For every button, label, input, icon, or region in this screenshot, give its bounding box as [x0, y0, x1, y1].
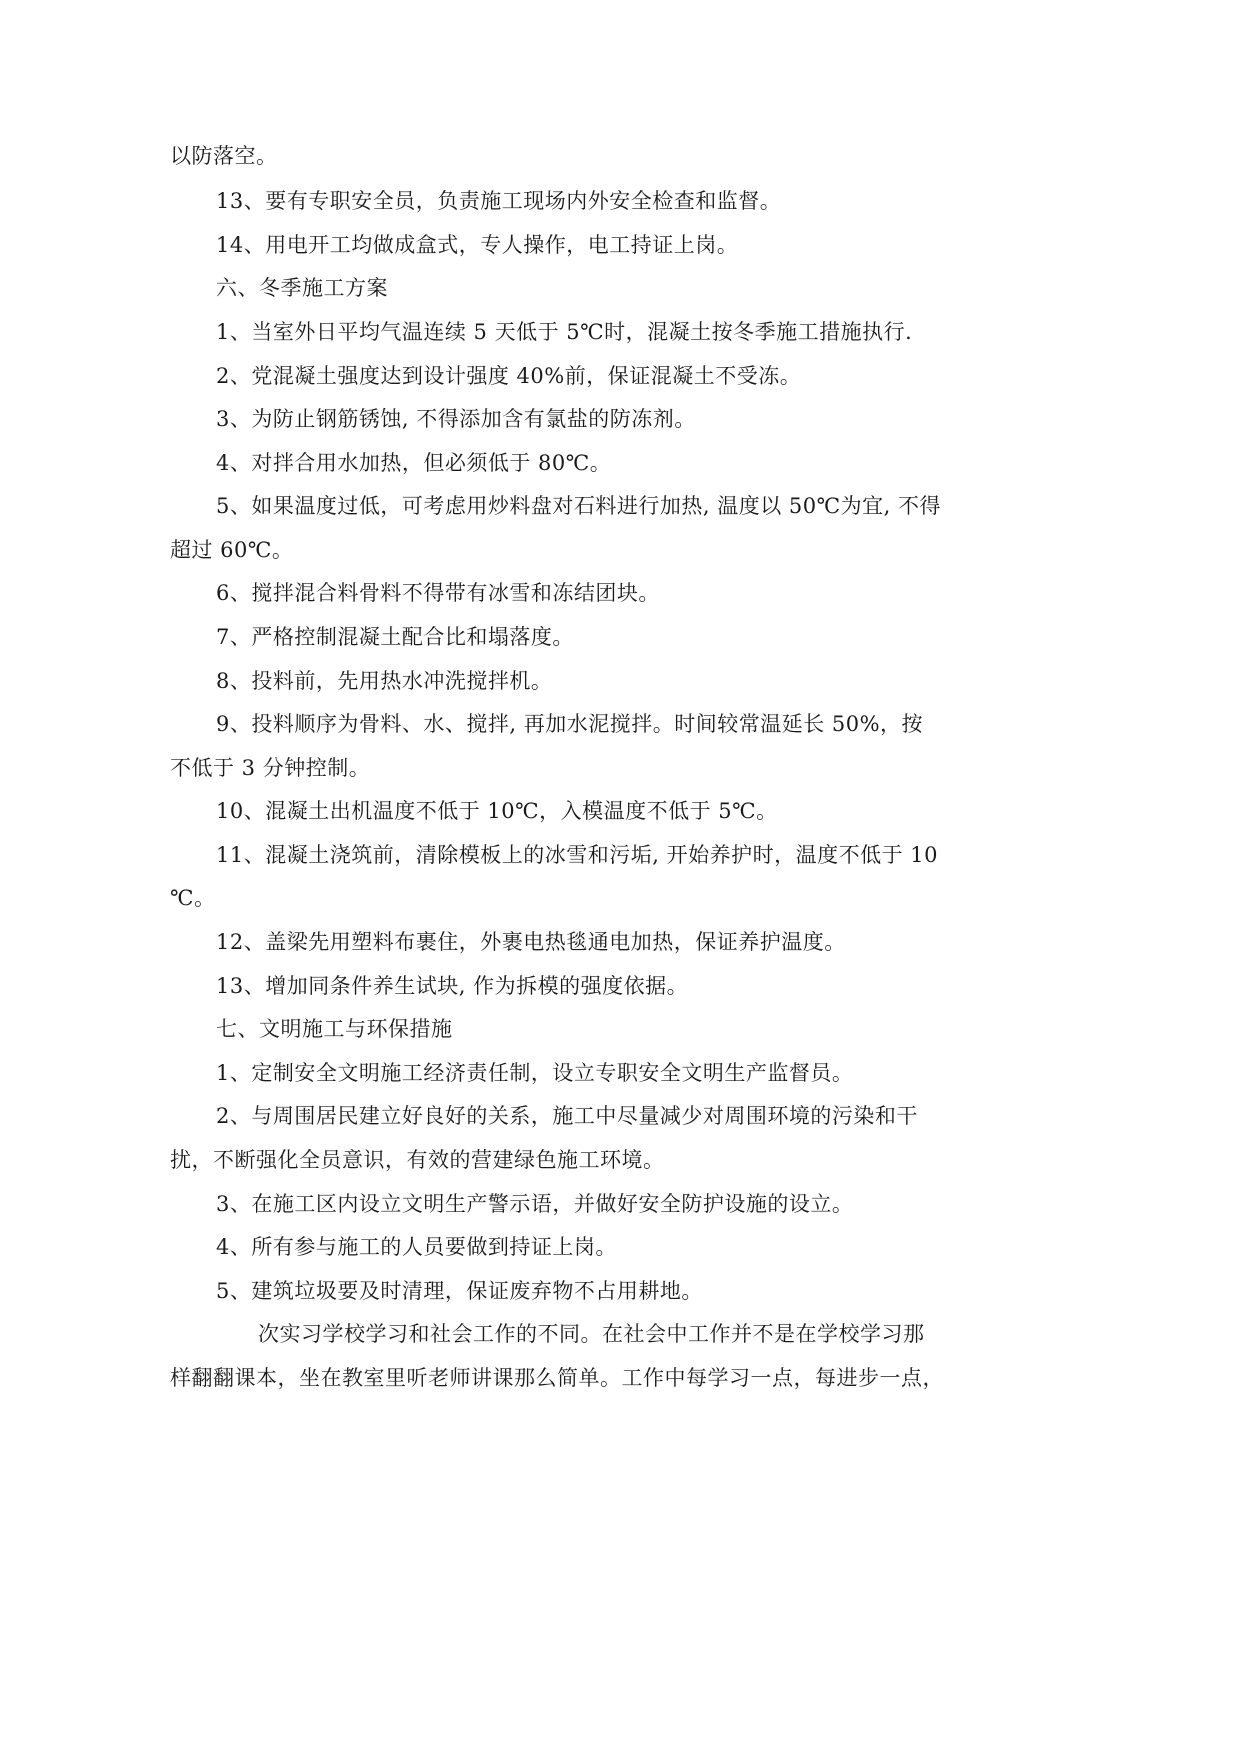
- section-heading: 六、冬季施工方案: [216, 276, 388, 300]
- text-line: ℃。: [170, 886, 216, 910]
- text-line: 13、要有专职安全员，负责施工现场内外安全检查和监督。: [216, 189, 782, 213]
- text-line: 3、为防止钢筋锈蚀, 不得添加含有氯盐的防冻剂。: [216, 407, 696, 431]
- text-line: 5、如果温度过低，可考虑用炒料盘对石料进行加热, 温度以 50℃为宜, 不得: [216, 494, 941, 518]
- text-line: 6、搅拌混合料骨料不得带有冰雪和冻结团块。: [216, 581, 660, 605]
- text-line: 10、混凝土出机温度不低于 10℃，入模温度不低于 5℃。: [216, 799, 778, 823]
- text-line: 9、投料顺序为骨料、水、搅拌, 再加水泥搅拌。时间较常温延长 50%，按: [216, 712, 924, 736]
- text-line: 8、投料前，先用热水冲洗搅拌机。: [216, 669, 553, 693]
- text-line: 扰，不断强化全员意识，有效的营建绿色施工环境。: [170, 1148, 665, 1172]
- text-line: 2、党混凝土强度达到设计强度 40%前，保证混凝土不受冻。: [216, 364, 802, 388]
- text-line: 11、混凝土浇筑前，清除模板上的冰雪和污垢, 开始养护时，温度不低于 10: [216, 843, 938, 867]
- text-line: 不低于 3 分钟控制。: [170, 756, 371, 780]
- text-line: 次实习学校学习和社会工作的不同。在社会中工作并不是在学校学习那: [258, 1322, 925, 1346]
- text-line: 4、对拌合用水加热，但必须低于 80℃。: [216, 451, 612, 475]
- section-heading: 七、文明施工与环保措施: [216, 1017, 453, 1041]
- text-line: 1、当室外日平均气温连续 5 天低于 5℃时，混凝土按冬季施工措施执行.: [216, 320, 913, 344]
- text-line: 样翻翻课本，坐在教室里听老师讲课那么简单。工作中每学习一点，每进步一点，: [170, 1366, 944, 1390]
- text-line: 14、用电开工均做成盒式，专人操作，电工持证上岗。: [216, 233, 739, 257]
- text-line: 7、严格控制混凝土配合比和塌落度。: [216, 625, 574, 649]
- text-line: 1、定制安全文明施工经济责任制，设立专职安全文明生产监督员。: [216, 1061, 854, 1085]
- text-line: 12、盖梁先用塑料布裹住，外裹电热毯通电加热，保证养护温度。: [216, 930, 846, 954]
- text-line: 2、与周围居民建立好良好的关系，施工中尽量减少对周围环境的污染和干: [216, 1104, 918, 1128]
- text-line: 超过 60℃。: [170, 538, 294, 562]
- text-line: 以防落空。: [170, 144, 278, 168]
- text-line: 13、增加同条件养生试块, 作为拆模的强度依据。: [216, 974, 689, 998]
- text-line: 4、所有参与施工的人员要做到持证上岗。: [216, 1235, 617, 1259]
- text-line: 3、在施工区内设立文明生产警示语，并做好安全防护设施的设立。: [216, 1192, 854, 1216]
- text-line: 5、建筑垃圾要及时清理，保证废弃物不占用耕地。: [216, 1279, 703, 1303]
